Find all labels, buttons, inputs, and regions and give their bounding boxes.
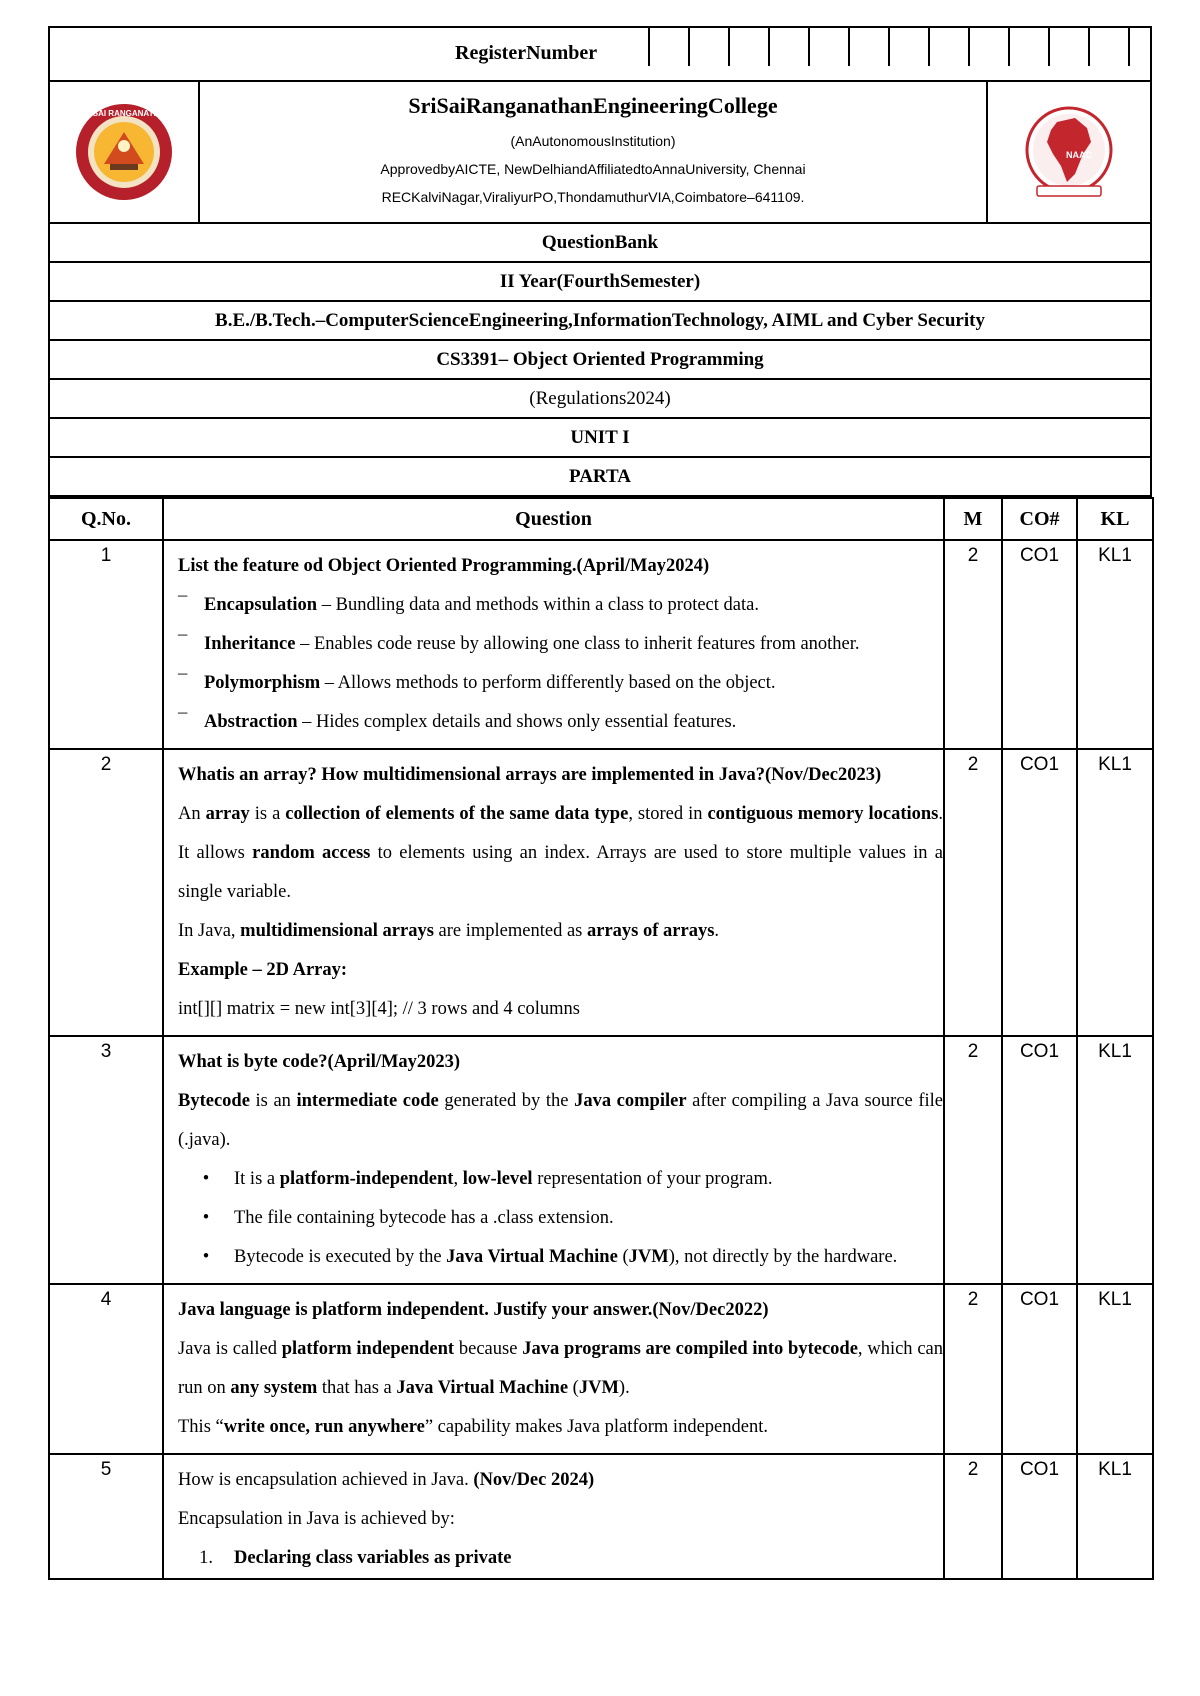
q-marks: 2: [944, 1284, 1002, 1454]
q-kl: KL1: [1077, 749, 1153, 1036]
question-text: List the feature od Object Oriented Programming.(April/May2024): [178, 556, 710, 576]
course-title: CS3391– Object Oriented Programming: [48, 341, 1152, 380]
table-row: [49, 1284, 1153, 1454]
question-cell: [163, 540, 944, 749]
example-label: Example – 2D Array:: [178, 960, 348, 980]
college-logo-text: SRI SAI RANGANATHAN: [77, 109, 171, 118]
q-co: CO1: [1002, 1036, 1077, 1284]
naac-logo-cell: [986, 82, 1150, 222]
q-number: 2: [49, 749, 163, 1036]
table-row: [49, 540, 1153, 749]
answer-line: ¯ Abstraction – Hides complex details and shows only essential features.: [178, 712, 737, 732]
unit-title: UNIT I: [48, 419, 1152, 458]
register-digit-box[interactable]: [770, 28, 810, 66]
q-number: 1: [49, 540, 163, 749]
q-marks: 2: [944, 540, 1002, 749]
q-co: CO1: [1002, 540, 1077, 749]
col-qno: Q.No.: [49, 498, 163, 540]
register-digit-box[interactable]: [650, 28, 690, 66]
q-co: CO1: [1002, 1284, 1077, 1454]
year-semester: II Year(FourthSemester): [48, 263, 1152, 302]
table-row: [49, 1036, 1153, 1284]
question-text: Java language is platform independent. Justify your answer.(Nov/Dec2022): [178, 1300, 769, 1320]
numbered-item: 1. Declaring class variables as private: [199, 1548, 512, 1568]
college-info: [200, 82, 986, 222]
q-number: 5: [49, 1454, 163, 1579]
college-logo: [74, 102, 174, 202]
q-kl: KL1: [1077, 1284, 1153, 1454]
q-co: CO1: [1002, 1454, 1077, 1579]
table-row: [49, 749, 1153, 1036]
question-cell: [163, 749, 944, 1036]
naac-logo-text: NAAC: [1066, 150, 1092, 160]
doc-type: QuestionBank: [48, 224, 1152, 263]
register-digit-box[interactable]: [850, 28, 890, 66]
answer-paragraph: In Java, multidimensional arrays are implemented as arrays of arrays.: [178, 921, 720, 941]
program: B.E./B.Tech.–ComputerScienceEngineering,InformationTechnology, AIML and Cyber Security: [48, 302, 1152, 341]
college-approval: ApprovedbyAICTE, NewDelhiandAffiliatedtoAnnaUniversity, Chennai: [380, 161, 806, 177]
code-sample: int[][] matrix = new int[3][4]; // 3 rows and 4 columns: [178, 999, 580, 1019]
bullet-item: • Bytecode is executed by the Java Virtual Machine (JVM), not directly by the hardware.: [202, 1247, 898, 1267]
part-title: PARTA: [48, 458, 1152, 497]
register-digit-box[interactable]: [930, 28, 970, 66]
question-text: How is encapsulation achieved in Java. (Nov/Dec 2024): [178, 1470, 595, 1490]
question-cell: [163, 1284, 944, 1454]
q-number: 3: [49, 1036, 163, 1284]
q-marks: 2: [944, 1454, 1002, 1579]
question-table: [48, 497, 1154, 1580]
q-co: CO1: [1002, 749, 1077, 1036]
table-row: [49, 1454, 1153, 1579]
register-digit-box[interactable]: [730, 28, 770, 66]
q-kl: KL1: [1077, 1036, 1153, 1284]
q-kl: KL1: [1077, 540, 1153, 749]
college-status: (AnAutonomousInstitution): [510, 133, 676, 149]
question-text: What is byte code?(April/May2023): [178, 1052, 461, 1072]
bullet-item: • It is a platform-independent, low-level representation of your program.: [202, 1169, 773, 1189]
register-digit-box[interactable]: [690, 28, 730, 66]
register-digit-box[interactable]: [1090, 28, 1130, 66]
register-digit-box[interactable]: [1010, 28, 1050, 66]
q-number: 4: [49, 1284, 163, 1454]
answer-line: ¯ Polymorphism – Allows methods to perform differently based on the object.: [178, 673, 776, 693]
q-kl: KL1: [1077, 1454, 1153, 1579]
table-header-row: [49, 498, 1153, 540]
register-digit-box[interactable]: [810, 28, 850, 66]
register-number-boxes[interactable]: [648, 28, 1130, 66]
col-question: Question: [163, 498, 944, 540]
register-digit-box[interactable]: [890, 28, 930, 66]
q-marks: 2: [944, 1036, 1002, 1284]
register-number-row: [48, 26, 1152, 82]
answer-paragraph: Encapsulation in Java is achieved by:: [178, 1509, 455, 1529]
col-co: CO#: [1002, 498, 1077, 540]
answer-paragraph: An array is a collection of elements of the same data type, stored in contiguous memory locations. It allows random access to elements using an index. Arrays are used to store multiple values in a single variable.: [178, 804, 944, 902]
bullet-item: • The file containing bytecode has a .class extension.: [202, 1208, 614, 1228]
register-digit-box[interactable]: [970, 28, 1010, 66]
register-digit-box[interactable]: [1050, 28, 1090, 66]
col-kl: KL: [1077, 498, 1153, 540]
regulation: (Regulations2024): [48, 380, 1152, 419]
college-header: [48, 82, 1152, 224]
q-marks: 2: [944, 749, 1002, 1036]
answer-line: ¯ Encapsulation – Bundling data and methods within a class to protect data.: [178, 595, 759, 615]
answer-paragraph: Bytecode is an intermediate code generated by the Java compiler after compiling a Java source file (.java).: [178, 1091, 943, 1150]
col-marks: M: [944, 498, 1002, 540]
answer-line: ¯ Inheritance – Enables code reuse by allowing one class to inherit features from another.: [178, 634, 860, 654]
question-text: Whatis an array? How multidimensional arrays are implemented in Java?(Nov/Dec2023): [178, 765, 882, 785]
college-address: RECKalviNagar,ViraliyurPO,ThondamuthurVIA,Coimbatore–641109.: [381, 189, 805, 205]
college-name: SriSaiRanganathanEngineeringCollege: [408, 93, 778, 118]
answer-paragraph: This “write once, run anywhere” capability makes Java platform independent.: [178, 1417, 768, 1437]
question-cell: [163, 1454, 944, 1579]
question-cell: [163, 1036, 944, 1284]
college-logo-cell: [50, 82, 200, 222]
register-number-label: RegisterNumber: [455, 42, 598, 64]
answer-paragraph: Java is called platform independent because Java programs are compiled into bytecode, which can run on any system that has a Java Virtual Machine (JVM).: [178, 1339, 944, 1398]
naac-logo: [1009, 102, 1129, 202]
